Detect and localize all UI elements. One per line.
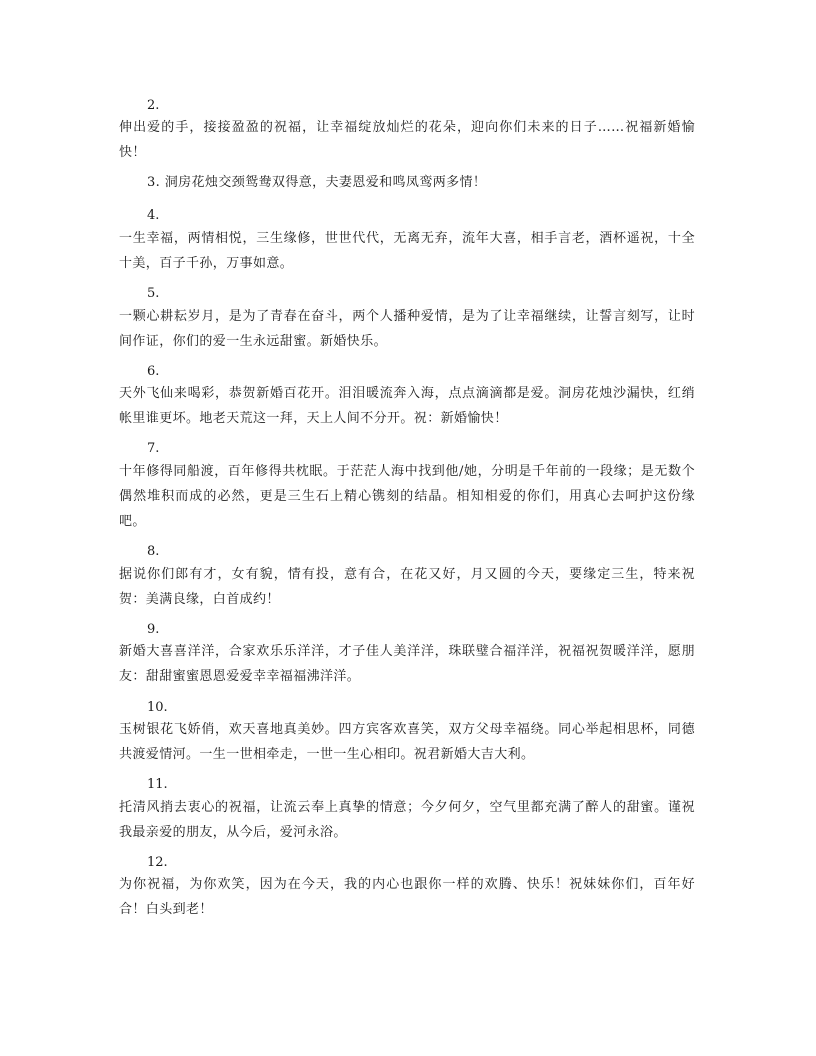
item-text-8: 据说你们郎有才，女有貌，情有投，意有合，在花又好，月又圆的今天，要缘定三生，特来祝贺：美满良缘，白首成约！	[119, 567, 695, 607]
item-number-7: 7.	[147, 441, 160, 456]
item-text-9: 新婚大喜喜洋洋，合家欢乐乐洋洋，才子佳人美洋洋，珠联璧合福洋洋，祝福祝贺暖洋洋，愿朋友：甜甜蜜蜜恩恩爱爱幸幸福福沸洋洋。	[119, 644, 695, 684]
item-number-8: 8.	[147, 544, 160, 559]
item-text-4: 一生幸福，两情相悦，三生缘修，世世代代，无离无弃，流年大喜，相手言老，酒杯遥祝，十全十美，百子千孙，万事如意。	[119, 231, 695, 271]
item-text-11: 托清风捎去衷心的祝福，让流云奉上真挚的情意；今夕何夕，空气里都充满了醉人的甜蜜。谨祝我最亲爱的朋友，从今后，爱河永浴。	[119, 800, 695, 840]
item-number-11: 11.	[147, 777, 168, 792]
item-number-4: 4.	[147, 208, 160, 223]
item-number-5: 5.	[147, 286, 160, 301]
item-number-12: 12.	[147, 855, 168, 870]
item-number-9: 9.	[147, 622, 160, 637]
item-text-10: 玉树银花飞娇俏，欢天喜地真美妙。四方宾客欢喜笑，双方父母幸福绕。同心举起相思杯，同德共渡爱情河。一生一世相牵走，一世一生心相印。祝君新婚大吉大利。	[119, 722, 695, 762]
item-text-2: 伸出爱的手，接接盈盈的祝福，让幸福绽放灿烂的花朵，迎向你们未来的日子……祝福新婚愉快！	[119, 120, 695, 160]
item-number-10: 10.	[147, 700, 168, 715]
item-text-3: 3. 洞房花烛交颈鸳鸯双得意，夫妻恩爱和鸣凤鸾两多情！	[147, 175, 487, 190]
item-text-5: 一颗心耕耘岁月，是为了青春在奋斗，两个人播种爱情，是为了让幸福继续，让誓言刻写，让时间作证，你们的爱一生永远甜蜜。新婚快乐。	[119, 309, 695, 349]
item-text-7: 十年修得同船渡，百年修得共枕眠。于茫茫人海中找到他/她，分明是千年前的一段缘；是无数个偶然堆积而成的必然，更是三生石上精心镌刻的结晶。相知相爱的你们，用真心去呵护这份缘吧。	[119, 464, 695, 529]
item-number-2: 2.	[147, 98, 160, 113]
item-text-12: 为你祝福，为你欢笑，因为在今天，我的内心也跟你一样的欢腾、快乐！祝妹妹你们，百年好合！白头到老！	[119, 877, 695, 917]
item-text-6: 天外飞仙来喝彩，恭贺新婚百花开。泪泪暖流奔入海，点点滴滴都是爱。洞房花烛沙漏快，红绡帐里谁更坏。地老天荒这一拜，天上人间不分开。祝：新婚愉快！	[119, 386, 695, 426]
item-number-6: 6.	[147, 364, 160, 379]
